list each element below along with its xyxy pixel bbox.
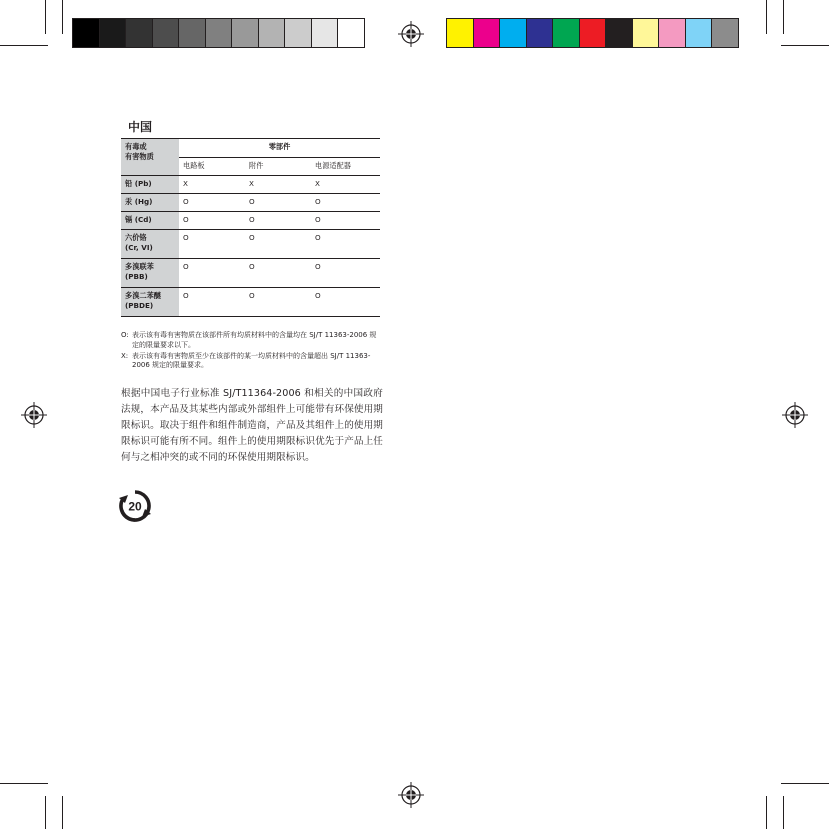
color-swatch	[500, 19, 527, 47]
color-swatch	[312, 19, 339, 47]
value-cell: X	[179, 176, 245, 194]
substance-cell: 六价铬 (Cr, VI)	[121, 230, 179, 259]
table-notes	[121, 331, 383, 372]
color-swatch	[659, 19, 686, 47]
note-key: X:	[121, 351, 129, 360]
value-cell: O	[179, 212, 245, 230]
crop-mark	[783, 0, 784, 34]
value-cell: O	[311, 288, 380, 317]
color-swatch	[553, 19, 580, 47]
color-swatch	[153, 19, 180, 47]
value-cell: O	[179, 288, 245, 317]
value-cell: O	[179, 259, 245, 288]
note-key: O:	[121, 331, 129, 339]
crop-mark	[62, 0, 63, 34]
table-row	[121, 259, 380, 288]
color-swatch	[474, 19, 501, 47]
table-row	[121, 194, 380, 212]
color-swatch	[126, 19, 153, 47]
value-cell: O	[311, 212, 380, 230]
color-swatch	[179, 19, 206, 47]
value-cell: O	[245, 288, 311, 317]
crop-mark	[0, 783, 48, 784]
color-swatch	[580, 19, 607, 47]
component-header: 零部件	[179, 139, 380, 158]
registration-mark-icon	[782, 402, 808, 428]
color-swatch	[206, 19, 233, 47]
crop-mark	[45, 796, 46, 829]
crop-mark	[783, 796, 784, 829]
value-cell: X	[245, 176, 311, 194]
substance-cell: 铅 (Pb)	[121, 176, 179, 194]
crop-mark	[781, 783, 829, 784]
note-text: 表示该有毒有害物质在该部件所有均质材料中的含量均在 SJ/T 11363-2006 规定的限量要求以下。	[132, 331, 377, 349]
value-cell: O	[179, 230, 245, 259]
component-column-header: 电源适配器	[311, 158, 380, 176]
page-heading: 中国	[128, 120, 153, 134]
color-swatch	[100, 19, 127, 47]
value-cell: O	[245, 259, 311, 288]
note-o	[121, 331, 383, 351]
crop-mark	[62, 796, 63, 829]
value-cell: O	[311, 259, 380, 288]
value-cell: O	[179, 194, 245, 212]
crop-mark	[781, 45, 829, 46]
regulation-paragraph: 根据中国电子行业标准 SJ/T11364-2006 和相关的中国政府法规，本产品及其某些内部或外部组件上可能带有环保使用期限标识。取决于组件和组件制造商，产品及其组件上的使用期限标识可能有所不同。组件上的使用期限标识优先于产品上任何与之相冲突的或不同的环保使用期限标识。	[121, 388, 383, 463]
table-row	[121, 288, 380, 317]
value-cell: O	[245, 230, 311, 259]
hazardous-substance-table	[121, 138, 380, 317]
substance-header: 有毒或 有害物质	[121, 139, 179, 176]
crop-mark	[766, 796, 767, 829]
color-swatch	[633, 19, 660, 47]
note-x	[121, 352, 383, 372]
registration-mark-icon	[398, 782, 424, 808]
color-swatch	[712, 19, 738, 47]
value-cell: O	[245, 194, 311, 212]
substance-cell: 汞 (Hg)	[121, 194, 179, 212]
crop-mark	[45, 0, 46, 34]
substance-cell: 多溴二苯醚 (PBDE)	[121, 288, 179, 317]
logo-value: 20	[128, 499, 142, 514]
color-swatch	[338, 19, 364, 47]
value-cell: X	[311, 176, 380, 194]
color-swatch	[447, 19, 474, 47]
crop-mark	[0, 45, 48, 46]
table-row	[121, 230, 380, 259]
process-color-bar	[446, 18, 739, 48]
value-cell: O	[245, 212, 311, 230]
value-cell: O	[311, 230, 380, 259]
registration-mark-icon	[21, 402, 47, 428]
color-swatch	[259, 19, 286, 47]
table-row	[121, 176, 380, 194]
crop-mark	[766, 0, 767, 34]
table-row	[121, 212, 380, 230]
gray-ramp-color-bar	[72, 18, 365, 48]
component-column-header: 附件	[245, 158, 311, 176]
substance-cell: 镉 (Cd)	[121, 212, 179, 230]
color-swatch	[606, 19, 633, 47]
color-swatch	[285, 19, 312, 47]
color-swatch	[232, 19, 259, 47]
note-text: 表示该有毒有害物质至少在该部件的某一均质材料中的含量超出 SJ/T 11363-2006 规定的限量要求。	[132, 351, 371, 370]
color-swatch	[73, 19, 100, 47]
color-swatch	[527, 19, 554, 47]
component-column-header: 电路板	[179, 158, 245, 176]
value-cell: O	[311, 194, 380, 212]
substance-cell: 多溴联苯 (PBB)	[121, 259, 179, 288]
color-swatch	[686, 19, 713, 47]
registration-mark-icon	[398, 21, 424, 47]
environmental-protection-use-period-icon	[118, 489, 152, 523]
